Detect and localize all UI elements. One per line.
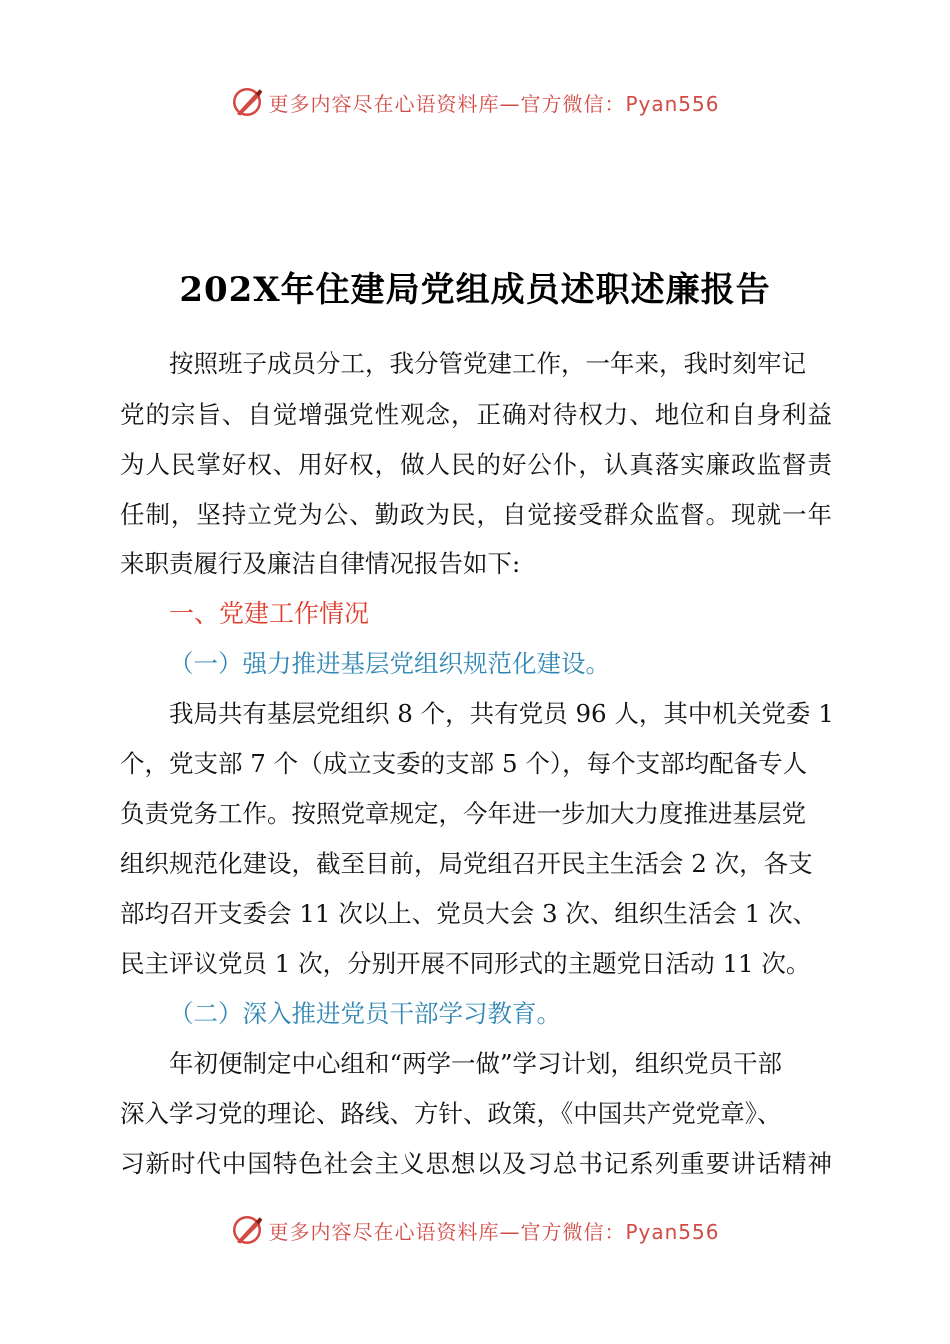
paragraph-line: 党的宗旨、自觉增强党性观念，正确对待权力、地位和自身利益 xyxy=(120,400,832,429)
paragraph-line: 为人民掌好权、用好权，做人民的好公仆，认真落实廉政监督责 xyxy=(120,450,832,479)
document-title: 202X年住建局党组成员述职述廉报告 xyxy=(179,270,771,310)
paragraph-line: 民主评议党员 1 次，分别开展不同形式的主题党日活动 11 次。 xyxy=(120,949,811,978)
paragraph-line: 部均召开支委会 11 次以上、党员大会 3 次、组织生活会 1 次、 xyxy=(120,899,818,928)
watermark-text: 更多内容尽在心语资料库—官方微信：Pyan556 xyxy=(268,1219,720,1244)
watermark-top xyxy=(0,82,950,122)
paragraph-line: 组织规范化建设，截至目前，局党组召开民主生活会 2 次，各支 xyxy=(120,849,813,878)
paragraph-line: 按照班子成员分工，我分管党建工作，一年来，我时刻牢记 xyxy=(169,349,806,378)
paragraph-line: 深入学习党的理论、路线、方针、政策，《中国共产党党章》、 xyxy=(120,1099,782,1128)
paragraph-line: 负责党务工作。按照党章规定，今年进一步加大力度推进基层党 xyxy=(120,799,806,828)
paragraph-line: 任制，坚持立党为公、勤政为民，自觉接受群众监督。现就一年 xyxy=(120,500,832,529)
pen-logo-icon xyxy=(230,1213,264,1247)
watermark-bottom xyxy=(0,1210,950,1250)
paragraph-line: 我局共有基层党组织 8 个，共有党员 96 人，其中机关党委 1 xyxy=(169,699,834,728)
sub-heading: （一）强力推进基层党组织规范化建设。 xyxy=(169,649,610,678)
paragraph-line: 习新时代中国特色社会主义思想以及习总书记系列重要讲话精神 xyxy=(120,1149,832,1178)
paragraph-line: 个，党支部 7 个（成立支委的支部 5 个），每个支部均配备专人 xyxy=(120,749,808,778)
section-heading: 一、党建工作情况 xyxy=(169,599,370,628)
paragraph-line: 年初便制定中心组和“两学一做”学习计划，组织党员干部 xyxy=(169,1049,783,1078)
paragraph-line: 来职责履行及廉洁自律情况报告如下: xyxy=(120,549,521,578)
watermark-text: 更多内容尽在心语资料库—官方微信：Pyan556 xyxy=(268,91,720,116)
pen-logo-icon xyxy=(230,85,264,119)
sub-heading: （二）深入推进党员干部学习教育。 xyxy=(169,999,561,1028)
